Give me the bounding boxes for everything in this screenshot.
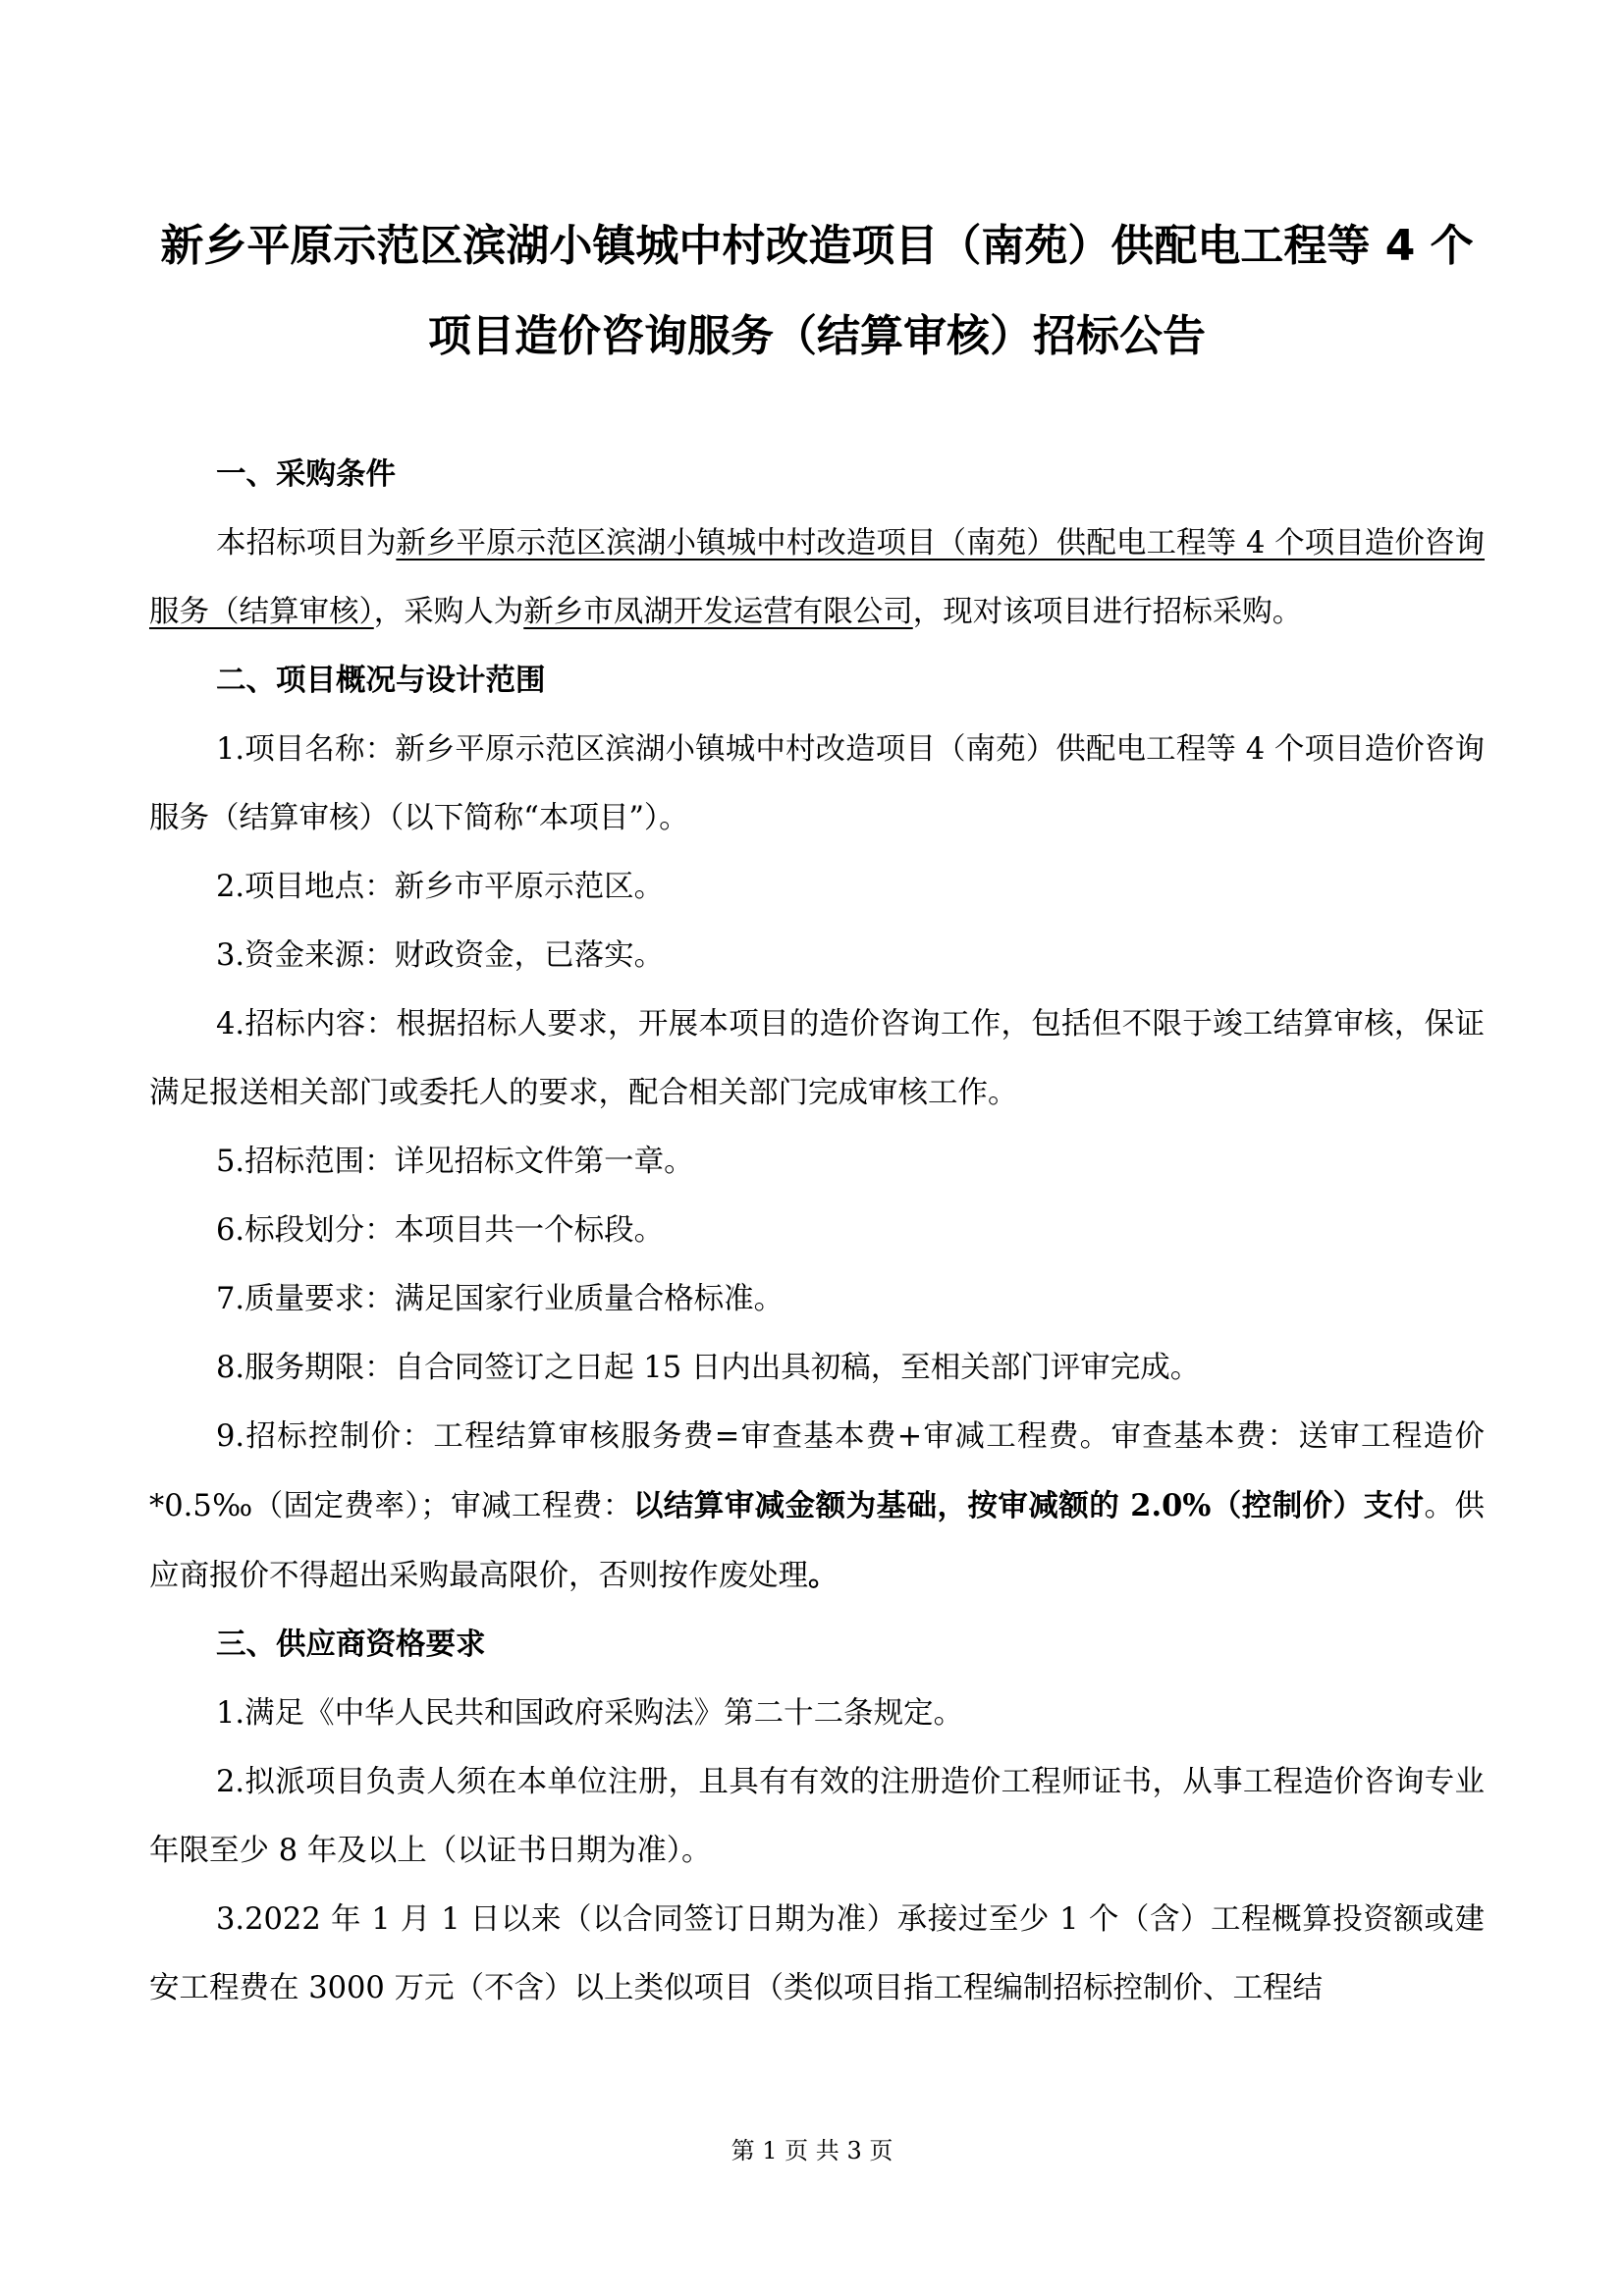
section-heading-project-overview: 二、项目概况与设计范围 xyxy=(216,664,546,698)
overview-item-5: 5.招标范围：详见招标文件第一章。 xyxy=(216,1145,694,1179)
overview-item-2: 2.项目地点：新乡市平原示范区。 xyxy=(216,870,665,904)
qualification-item-2: 2.拟派项目负责人须在本单位注册，且具有有效的注册造价工程师证书，从事工程造价咨询专业年限至少 8 年及以上（以证书日期为准）。 xyxy=(149,1765,1485,1868)
text-segment: ，现对该项目进行招标采购。 xyxy=(912,595,1303,629)
procurement-conditions-paragraph xyxy=(149,509,1485,647)
title-line-2: 项目造价咨询服务（结算审核）招标公告 xyxy=(428,311,1206,361)
document-page xyxy=(149,201,1485,2023)
bold-segment: 。 xyxy=(808,1558,839,1593)
overview-item-8: 8.服务期限：自合同签订之日起 15 日内出具初稿，至相关部门评审完成。 xyxy=(216,1351,1201,1385)
spacer xyxy=(149,382,1485,441)
document-title xyxy=(149,201,1485,382)
overview-item-7: 7.质量要求：满足国家行业质量合格标准。 xyxy=(216,1282,785,1316)
overview-item-3: 3.资金来源：财政资金，已落实。 xyxy=(216,938,665,973)
qualification-item-3: 3.2022 年 1 月 1 日以来（以合同签订日期为准）承接过至少 1 个（含）工程概算投资额或建安工程费在 3000 万元（不含）以上类似项目（类似项目指工程编制招标控制价、工程结 xyxy=(149,1902,1485,2005)
text-segment: ，采购人为 xyxy=(373,595,524,629)
overview-item-6: 6.标段划分：本项目共一个标段。 xyxy=(216,1213,665,1248)
overview-item-1: 1.项目名称：新乡平原示范区滨湖小镇城中村改造项目（南苑）供配电工程等 4 个项目造价咨询服务（结算审核）（以下简称“本项目”）。 xyxy=(149,732,1485,835)
title-line-1: 新乡平原示范区滨湖小镇城中村改造项目（南苑）供配电工程等 4 个 xyxy=(160,221,1474,271)
overview-item-9-control-price xyxy=(149,1403,1485,1611)
bold-segment: 以结算审减金额为基础，按审减额的 2.0%（控制价）支付 xyxy=(632,1488,1425,1523)
page-footer: 第 1 页 共 3 页 xyxy=(731,2137,893,2164)
section-heading-procurement-conditions: 一、采购条件 xyxy=(216,457,396,492)
text-segment: 。供应商报价不得超出采购最高限价，否则按作废处理 xyxy=(149,1489,1485,1593)
section-heading-supplier-qualifications: 三、供应商资格要求 xyxy=(216,1628,486,1662)
project-name-underlined: 新乡平原示范区滨湖小镇城中村改造项目（南苑）供配电工程等 4 个项目造价咨询服务（结算审核） xyxy=(149,526,1486,629)
qualification-item-1: 1.满足《中华人民共和国政府采购法》第二十二条规定。 xyxy=(216,1696,964,1731)
text-segment: 9.招标控制价：工程结算审核服务费=审查基本费+审减工程费。审查基本费：送审工程造价*0.5‰（固定费率）；审减工程费： xyxy=(149,1419,1485,1523)
overview-item-4: 4.招标内容：根据招标人要求，开展本项目的造价咨询工作，包括但不限于竣工结算审核，保证满足报送相关部门或委托人的要求，配合相关部门完成审核工作。 xyxy=(149,1007,1485,1110)
text-segment: 本招标项目为 xyxy=(216,526,397,561)
purchaser-name-underlined: 新乡市凤湖开发运营有限公司 xyxy=(523,595,913,629)
